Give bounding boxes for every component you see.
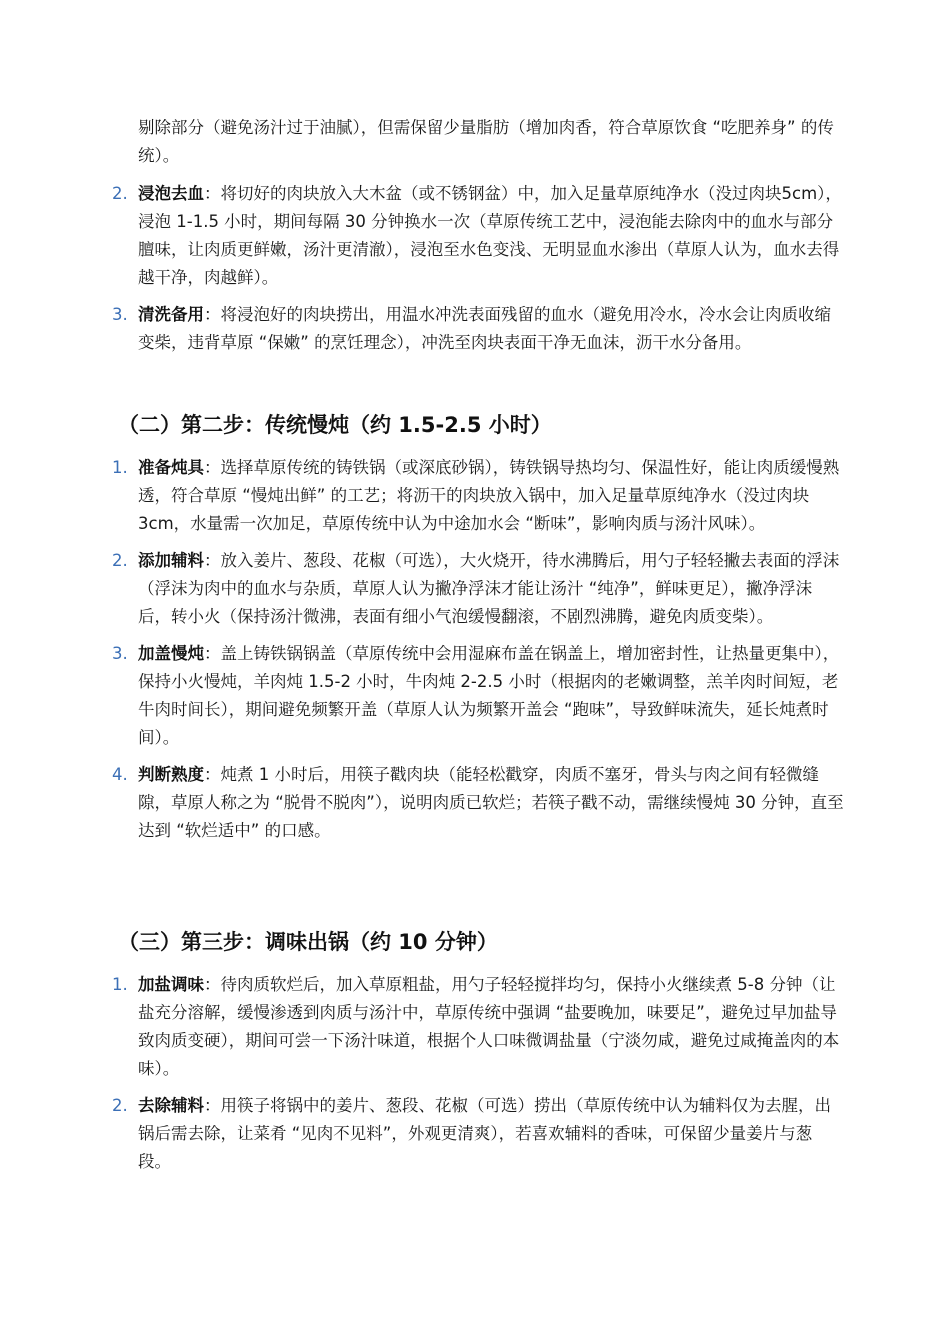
step-number: 1.	[112, 458, 128, 477]
list-item	[112, 761, 844, 845]
continuation-paragraph: 剔除部分（避免汤汁过于油腻），但需保留少量脂肪（增加肉香，符合草原饮食 “吃肥养身” 的传统）。	[138, 118, 834, 165]
step-term: 添加辅料	[138, 551, 204, 570]
step-number: 3.	[112, 305, 128, 324]
section-3-step-list	[112, 971, 844, 1185]
step-separator: ：	[204, 458, 221, 477]
step-term: 清洗备用	[138, 305, 204, 324]
step-term: 加盐调味	[138, 975, 204, 994]
step-number: 4.	[112, 765, 128, 784]
section-1-step-list	[112, 180, 844, 366]
step-separator: ：	[204, 184, 221, 203]
list-item	[112, 180, 844, 292]
step-number: 2.	[112, 551, 128, 570]
step-term: 判断熟度	[138, 765, 204, 784]
step-separator: ：	[204, 765, 221, 784]
step-number: 3.	[112, 644, 128, 663]
step-number: 1.	[112, 975, 128, 994]
step-text: 炖煮 1 小时后，用筷子戳肉块（能轻松戳穿，肉质不塞牙，骨头与肉之间有轻微缝隙，草原人称之为 “脱骨不脱肉”），说明肉质已软烂；若筷子戳不动，需继续慢炖 30 分钟，直至达到 “软烂适中” 的口感。	[138, 765, 844, 840]
list-item	[112, 971, 844, 1083]
step-text: 将切好的肉块放入大木盆（或不锈钢盆）中，加入足量草原纯净水（没过肉块5cm），浸泡 1-1.5 小时，期间每隔 30 分钟换水一次（草原传统工艺中，浸泡能去除肉中的血水与部分膻味，让肉质更鲜嫩，汤汁更清澈），浸泡至水色变浅、无明显血水渗出（草原人认为，血水去得越干净，肉越鲜）。	[138, 184, 842, 287]
step-text: 用筷子将锅中的姜片、葱段、花椒（可选）捞出（草原传统中认为辅料仅为去腥，出锅后需去除，让菜肴 “见肉不见料”，外观更清爽），若喜欢辅料的香味，可保留少量姜片与葱段。	[138, 1096, 831, 1171]
step-term: 浸泡去血	[138, 184, 204, 203]
list-item	[112, 1092, 844, 1176]
step-separator: ：	[204, 551, 221, 570]
step-text: 选择草原传统的铸铁锅（或深底砂锅），铸铁锅导热均匀、保温性好，能让肉质缓慢熟透，符合草原 “慢炖出鲜” 的工艺；将沥干的肉块放入锅中，加入足量草原纯净水（没过肉块 3cm，水量需一次加足，草原传统中认为中途加水会 “断味”，影响肉质与汤汁风味）。	[138, 458, 840, 533]
list-item	[112, 547, 844, 631]
step-text: 将浸泡好的肉块捞出，用温水冲洗表面残留的血水（避免用冷水，冷水会让肉质收缩变柴，违背草原 “保嫩” 的烹饪理念），冲洗至肉块表面干净无血沫，沥干水分备用。	[138, 305, 831, 352]
list-item	[112, 301, 844, 357]
step-separator: ：	[204, 644, 221, 663]
section-2-step-list	[112, 454, 844, 854]
section-heading-step-three: （三）第三步：调味出锅（约 10 分钟）	[118, 930, 498, 954]
list-item	[112, 640, 844, 752]
step-term: 去除辅料	[138, 1096, 204, 1115]
step-text: 待肉质软烂后，加入草原粗盐，用勺子轻轻搅拌均匀，保持小火继续煮 5-8 分钟（让盐充分溶解，缓慢渗透到肉质与汤汁中，草原传统中强调 “盐要晚加，味要足”，避免过早加盐导致肉质变硬），期间可尝一下汤汁味道，根据个人口味微调盐量（宁淡勿咸，避免过咸掩盖肉的本味）。	[138, 975, 840, 1078]
step-separator: ：	[204, 1096, 221, 1115]
step-separator: ：	[204, 305, 221, 324]
step-term: 加盖慢炖	[138, 644, 204, 663]
list-item	[112, 454, 844, 538]
step-text: 放入姜片、葱段、花椒（可选），大火烧开，待水沸腾后，用勺子轻轻撇去表面的浮沫（浮沫为肉中的血水与杂质，草原人认为撇净浮沫才能让汤汁 “纯净”，鲜味更足），撇净浮沫后，转小火（保持汤汁微沸，表面有细小气泡缓慢翻滚，不剧烈沸腾，避免肉质变柴）。	[138, 551, 840, 626]
step-separator: ：	[204, 975, 221, 994]
section-heading-step-two: （二）第二步：传统慢炖（约 1.5-2.5 小时）	[118, 413, 552, 437]
step-number: 2.	[112, 184, 128, 203]
step-number: 2.	[112, 1096, 128, 1115]
step-text: 盖上铸铁锅锅盖（草原传统中会用湿麻布盖在锅盖上，增加密封性，让热量更集中），保持小火慢炖，羊肉炖 1.5-2 小时，牛肉炖 2-2.5 小时（根据肉的老嫩调整，羔羊肉时间短，老牛肉时间长），期间避免频繁开盖（草原人认为频繁开盖会 “跑味”，导致鲜味流失，延长炖煮时间）。	[138, 644, 840, 747]
step-term: 准备炖具	[138, 458, 204, 477]
